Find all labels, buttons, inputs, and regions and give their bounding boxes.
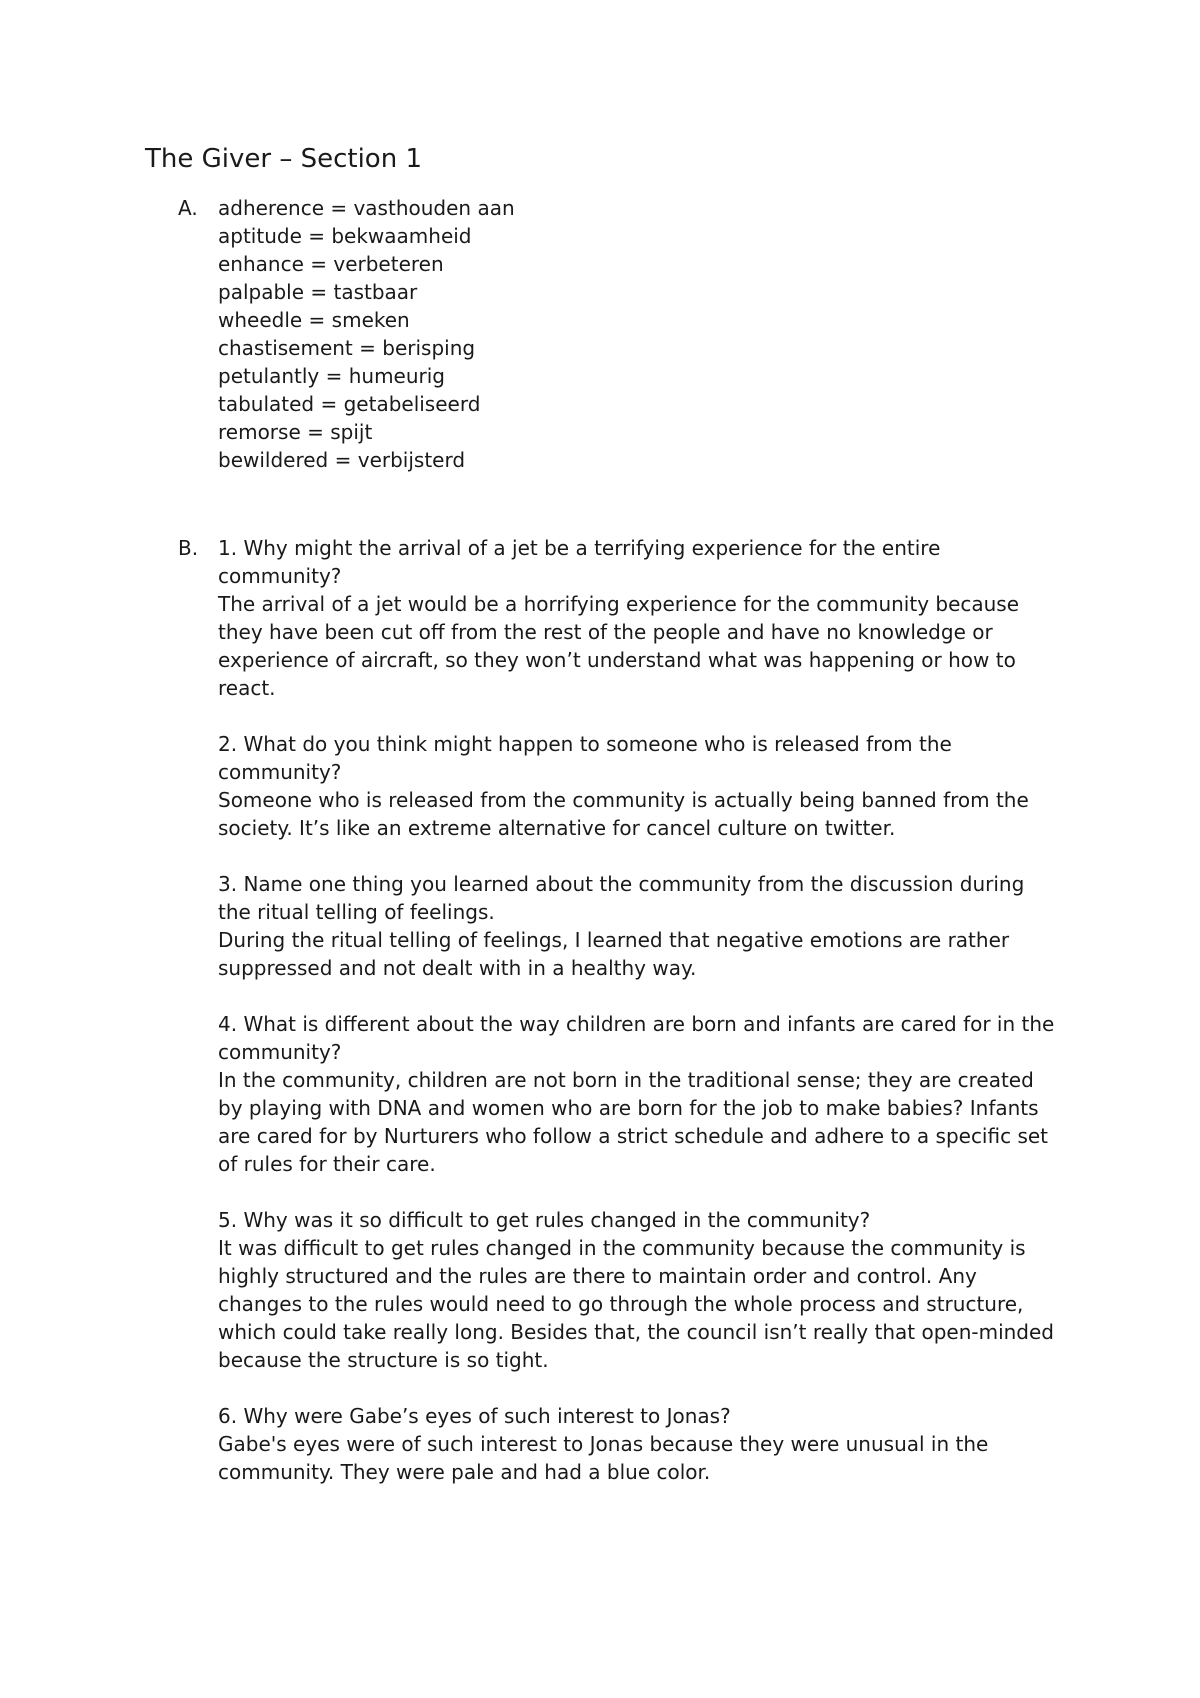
vocab-item: adherence = vasthouden aan (218, 196, 515, 220)
question-answer-block (218, 534, 1058, 702)
question-answer-block (218, 870, 1058, 982)
answer: The arrival of a jet would be a horrifying experience for the community because they have been cut off from the rest of the people and have no knowledge or experience of aircraft, so they won’t understand what was happening or how to react. (218, 592, 1020, 700)
document-title: The Giver – Section 1 (145, 144, 422, 174)
vocab-item: bewildered = verbijsterd (218, 448, 466, 472)
question-answer-block (218, 1206, 1058, 1374)
question-answer-block (218, 1010, 1058, 1178)
question-answer-block (218, 730, 1058, 842)
question-answer-block (218, 1402, 1058, 1486)
answer: Gabe's eyes were of such interest to Jonas because they were unusual in the community. They were pale and had a blue color. (218, 1432, 989, 1484)
answer: During the ritual telling of feelings, I learned that negative emotions are rather suppressed and not dealt with in a healthy way. (218, 928, 1010, 980)
vocab-item: aptitude = bekwaamheid (218, 224, 472, 248)
vocab-item: palpable = tastbaar (218, 280, 418, 304)
question: 2. What do you think might happen to someone who is released from the community? (218, 732, 952, 784)
vocab-item: tabulated = getabeliseerd (218, 392, 481, 416)
vocab-item: wheedle = smeken (218, 308, 410, 332)
vocab-item: remorse = spijt (218, 420, 373, 444)
question: 3. Name one thing you learned about the community from the discussion during the ritual telling of feelings. (218, 872, 1025, 924)
question: 4. What is different about the way children are born and infants are cared for in the community? (218, 1012, 1055, 1064)
question: 6. Why were Gabe’s eyes of such interest to Jonas? (218, 1404, 731, 1428)
question: 1. Why might the arrival of a jet be a terrifying experience for the entire community? (218, 536, 941, 588)
section-a-vocabulary (178, 194, 1058, 474)
vocabulary-list (218, 194, 1058, 474)
answer: Someone who is released from the community is actually being banned from the society. It’s like an extreme alternative for cancel culture on twitter. (218, 788, 1029, 840)
question: 5. Why was it so difficult to get rules changed in the community? (218, 1208, 871, 1232)
vocab-item: chastisement = berisping (218, 336, 476, 360)
vocab-item: petulantly = humeurig (218, 364, 446, 388)
answer: It was difficult to get rules changed in the community because the community is highly structured and the rules are there to maintain order and control. Any changes to the rules would need to go through the whole process and structure, which could take really long. Besides that, the council isn’t really that open-minded because the structure is so tight. (218, 1236, 1055, 1372)
section-a-marker: A. (178, 196, 198, 220)
vocab-item: enhance = verbeteren (218, 252, 444, 276)
section-b-questions (178, 534, 1058, 1514)
question-list (218, 534, 1058, 1486)
answer: In the community, children are not born in the traditional sense; they are created by playing with DNA and women who are born for the job to make babies? Infants are cared for by Nurturers who follow a strict schedule and adhere to a specific set of rules for their care. (218, 1068, 1049, 1176)
section-b-marker: B. (178, 536, 199, 560)
